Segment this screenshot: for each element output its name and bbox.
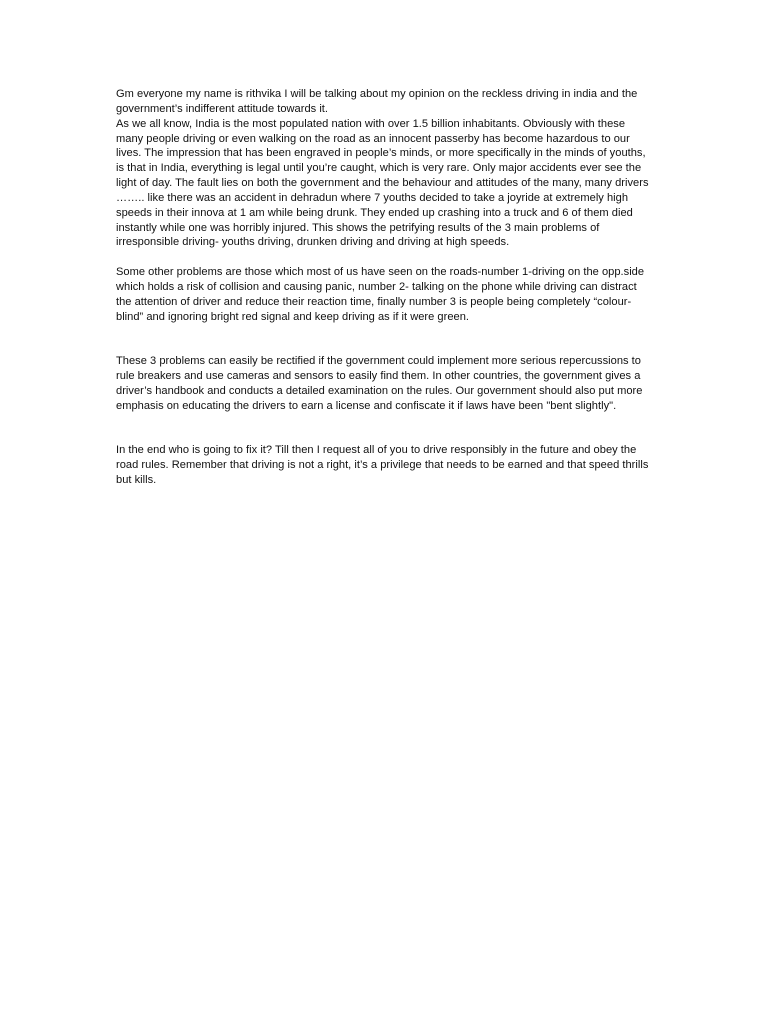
document-body — [116, 87, 652, 488]
paragraph-solutions: These 3 problems can easily be rectified if the government could implement more serious repercussions to rule breakers and use cameras and sensors to easily find them. In other countries, the government gives a driver’s handbook and conducts a detailed examination on the rules. Our government should also put more emphasis on educating the drivers to earn a license and confiscate it if laws have been "bent slightly". — [116, 355, 643, 412]
paragraph-other-problems: Some other problems are those which most of us have seen on the roads-number 1-driving on the opp.side which holds a risk of collision and causing panic, number 2- talking on the phone while driving can distract the attention of driver and reduce their reaction time, finally number 3 is people being completely “colour-blind” and ignoring bright red signal and keep driving as if it were green. — [116, 266, 645, 323]
paragraph-context: As we all know, India is the most populated nation with over 1.5 billion inhabitants. Obviously with these many people driving or even walking on the road as an innocent passerby has become hazardous to our lives. The impression that has been engraved in people’s minds, or more specifically in the minds of youths, is that in India, everything is legal until you’re caught, which is very rare. Only major accidents ever see the light of day. The fault lies on both the government and the behaviour and attitudes of the many, many drivers — [116, 117, 649, 190]
paragraph-spacer — [116, 414, 652, 444]
paragraph-example: …….. like there was an accident in dehradun where 7 youths decided to take a joyride at extremely high speeds in their innova at 1 am while being drunk. They ended up crashing into a truck and 6 of them died instantly while one was horribly injured. This shows the petrifying results of the 3 main problems of irresponsible driving- youths driving, drunken driving and driving at high speeds. — [116, 191, 633, 249]
paragraph-spacer — [116, 250, 652, 265]
paragraph-conclusion: In the end who is going to fix it? Till then I request all of you to drive responsibly in the future and obey the road rules. Remember that driving is not a right, it’s a privilege that needs to be earned and that speed thrills but kills. — [116, 444, 649, 486]
paragraph-spacer — [116, 325, 652, 355]
paragraph-introduction: Gm everyone my name is rithvika I will be talking about my opinion on the reckless driving in india and the government’s indifferent attitude towards it. — [116, 88, 638, 115]
